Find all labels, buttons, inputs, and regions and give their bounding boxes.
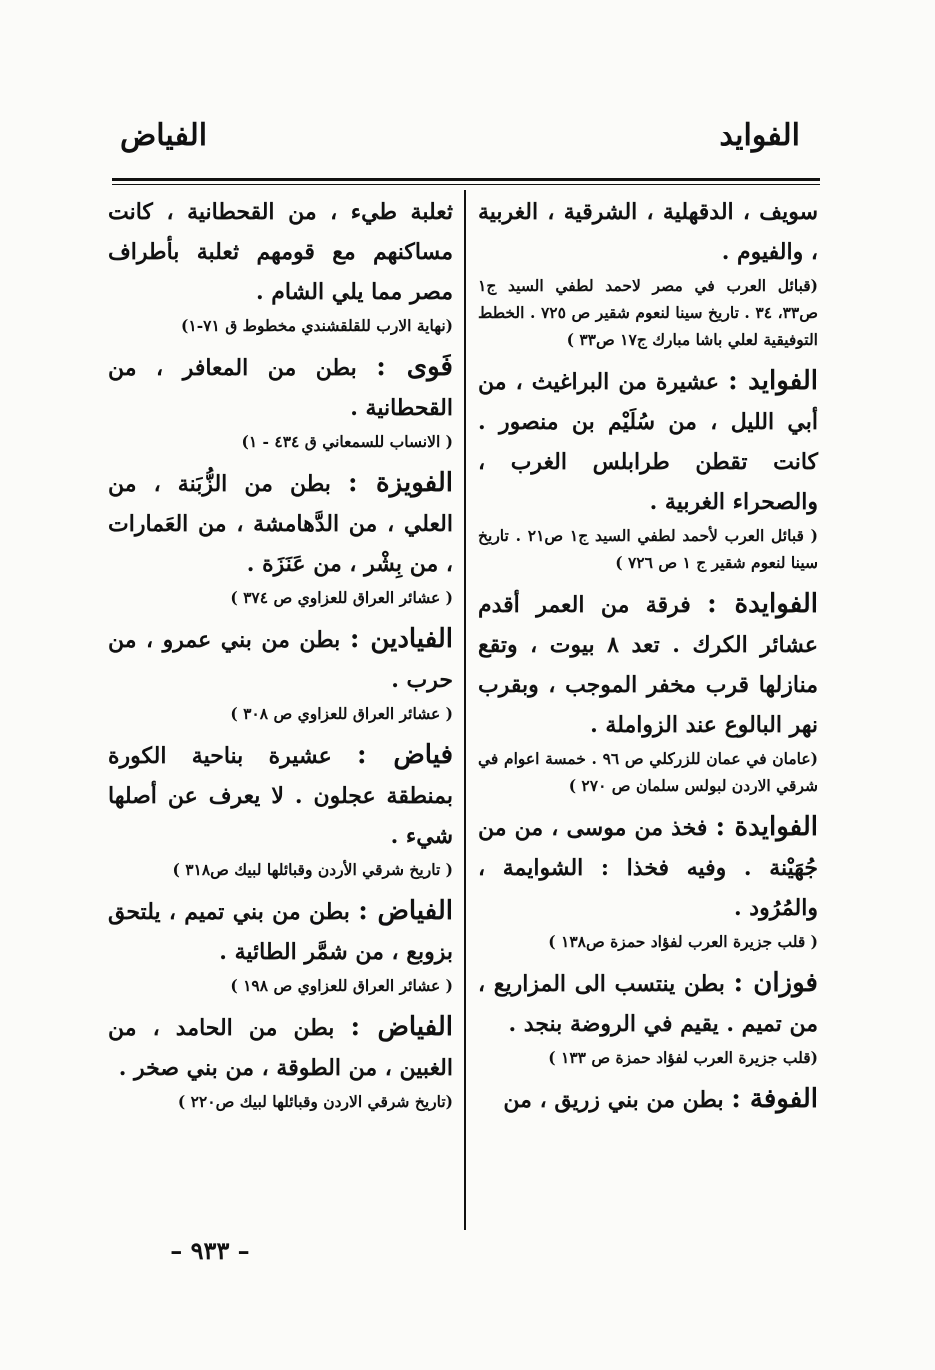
- entry-text: بطن من الحامد ، من الغبين ، من الطوقة ، من بني صخر .: [108, 1015, 453, 1081]
- entry-reference: (تاريخ شرقي الاردن وقبائلها لبيك ص٢٢٠ ): [177, 1092, 453, 1111]
- header-left-title: الفياض: [120, 118, 208, 153]
- entry-text: بطن من بني تميم ، يلتحق بزوبع ، من شمَّر الطائية .: [108, 899, 453, 965]
- entry-text: بطن من بني زريق ، من: [503, 1087, 724, 1113]
- entry-reference: ( تاريخ شرقي الأردن وقبائلها لبيك ص٣١٨ ): [172, 860, 453, 879]
- entry-body: [108, 891, 453, 972]
- entry-text: عشيرة من البراغيث ، من أبي الليل ، من سُلَيْم بن منصور . كانت تقطن طرابلس الغرب ، والصحراء الغربية .: [478, 369, 818, 515]
- entry-reference: ( عشائر العراق للعزاوي ص ٣٧٤ ): [230, 588, 453, 607]
- entry: [108, 735, 453, 883]
- entry-body: [478, 584, 818, 745]
- entry-headword: فَوى :: [376, 352, 453, 382]
- entry-headword: الفوفة :: [731, 1084, 818, 1114]
- entry: [108, 463, 453, 611]
- entry-text: سويف ، الدقهلية ، الشرقية ، الغربية ، والفيوم .: [478, 199, 818, 265]
- header-rule-thin: [112, 184, 820, 185]
- entry: [478, 807, 818, 955]
- entry-reference: (قلب جزيرة العرب لفؤاد حمزة ص ١٣٣ ): [548, 1048, 818, 1067]
- header-rule-thick: [112, 178, 820, 181]
- entry-reference: ( الانساب للسمعاني ق ٤٣٤ - ١): [241, 432, 453, 451]
- entry-headword: الفيادين :: [349, 624, 453, 654]
- entry-headword: الفياض :: [350, 1012, 453, 1042]
- entry-reference: (قبائل العرب في مصر لاحمد لطفي السيد ج١ ص٣٣، ٣٤ . تاريخ سينا لنعوم شقير ص ٧٢٥ . الخطط التوفيقية لعلي باشا مبارك ج١٧ ص٣٣ ): [478, 276, 819, 349]
- entry: [478, 963, 818, 1071]
- entry: [478, 361, 818, 576]
- page-header: [120, 118, 800, 178]
- entry-text: بطن من بني عمرو ، من حرب .: [108, 627, 453, 693]
- entry-reference: (نهاية الارب للقلقشندي مخطوط ق ٧١-١): [181, 316, 453, 335]
- entry-headword: الفوايد :: [728, 366, 818, 396]
- entry: [478, 1079, 818, 1120]
- entry-body: [108, 347, 453, 428]
- entry: [478, 584, 818, 799]
- left-column: [108, 192, 453, 1123]
- entry-body: [478, 361, 818, 522]
- entry-reference: ( عشائر العراق للعزاوي ص ١٩٨ ): [230, 976, 453, 995]
- right-column: [478, 192, 818, 1126]
- entry-body: [478, 963, 818, 1044]
- entry-body: [478, 807, 818, 928]
- entry-reference: ( قبائل العرب لأحمد لطفي السيد ج١ ص٢١ . تاريخ سينا لنعوم شقير ج ١ ص ٧٢٦ ): [478, 526, 818, 572]
- entry: [108, 891, 453, 999]
- entry-body: [478, 192, 818, 272]
- entry-headword: فوزان :: [733, 968, 818, 998]
- entry-reference: ( قلب جزيرة العرب لفؤاد حمزة ص١٣٨ ): [548, 932, 818, 951]
- entry-text: عشيرة بناحية الكورة بمنطقة عجلون . لا يعرف عن أصلها شيء .: [108, 743, 453, 849]
- entry-text: فخذ من موسى ، من من جُهَيْنة . وفيه فخذا : الشوايمة ، والمُرُود .: [478, 815, 818, 921]
- entry-text: بطن من الزُّبَنة ، من العلي ، من الدَّهامشة ، من العَمارات ، من بِشْر ، من عَنَزَة .: [108, 471, 453, 577]
- entry-text: ثعلبة طيء ، من القحطانية ، كانت مساكنهم مع قومهم ثعلبة بأطراف مصر مما يلي الشام .: [108, 199, 453, 305]
- column-divider: [464, 190, 466, 1230]
- entry-text: بطن من المعافر ، من القحطانية .: [108, 355, 453, 421]
- entry: [108, 347, 453, 455]
- entry: [108, 192, 453, 339]
- entry-text: فرقة من العمر أقدم عشائر الكرك . تعد ٨ بيوت ، وتقع منازلها قرب مخفر الموجب ، وبقرب نهر البالوع عند الزواملة .: [478, 592, 818, 738]
- entry-reference: (عامان في عمان للزركلي ص ٩٦ . خمسة اعوام في شرقي الاردن لبولس سلمان ص ٢٧٠ ): [478, 749, 818, 795]
- entry-body: [108, 735, 453, 856]
- entry-body: [108, 463, 453, 584]
- page-number: – ٩٣٣ –: [170, 1236, 250, 1265]
- entry-headword: الفويزة :: [347, 468, 453, 498]
- entry: [108, 1007, 453, 1115]
- entry-headword: الفوايدة :: [715, 812, 818, 842]
- entry: [478, 192, 818, 353]
- entry-headword: الفوايدة :: [707, 589, 818, 619]
- entry: [108, 619, 453, 727]
- entry-reference: ( عشائر العراق للعزاوي ص ٣٠٨ ): [230, 704, 453, 723]
- entry-text: بطن ينتسب الى المزاريع ، من تميم . يقيم في الروضة بنجد .: [478, 971, 818, 1037]
- entry-body: [108, 1007, 453, 1088]
- entry-body: [478, 1079, 818, 1120]
- entry-body: [108, 619, 453, 700]
- entry-body: [108, 192, 453, 312]
- entry-headword: الفياض :: [358, 896, 453, 926]
- header-right-title: الفوايد: [719, 118, 800, 153]
- entry-headword: فياض :: [357, 740, 453, 770]
